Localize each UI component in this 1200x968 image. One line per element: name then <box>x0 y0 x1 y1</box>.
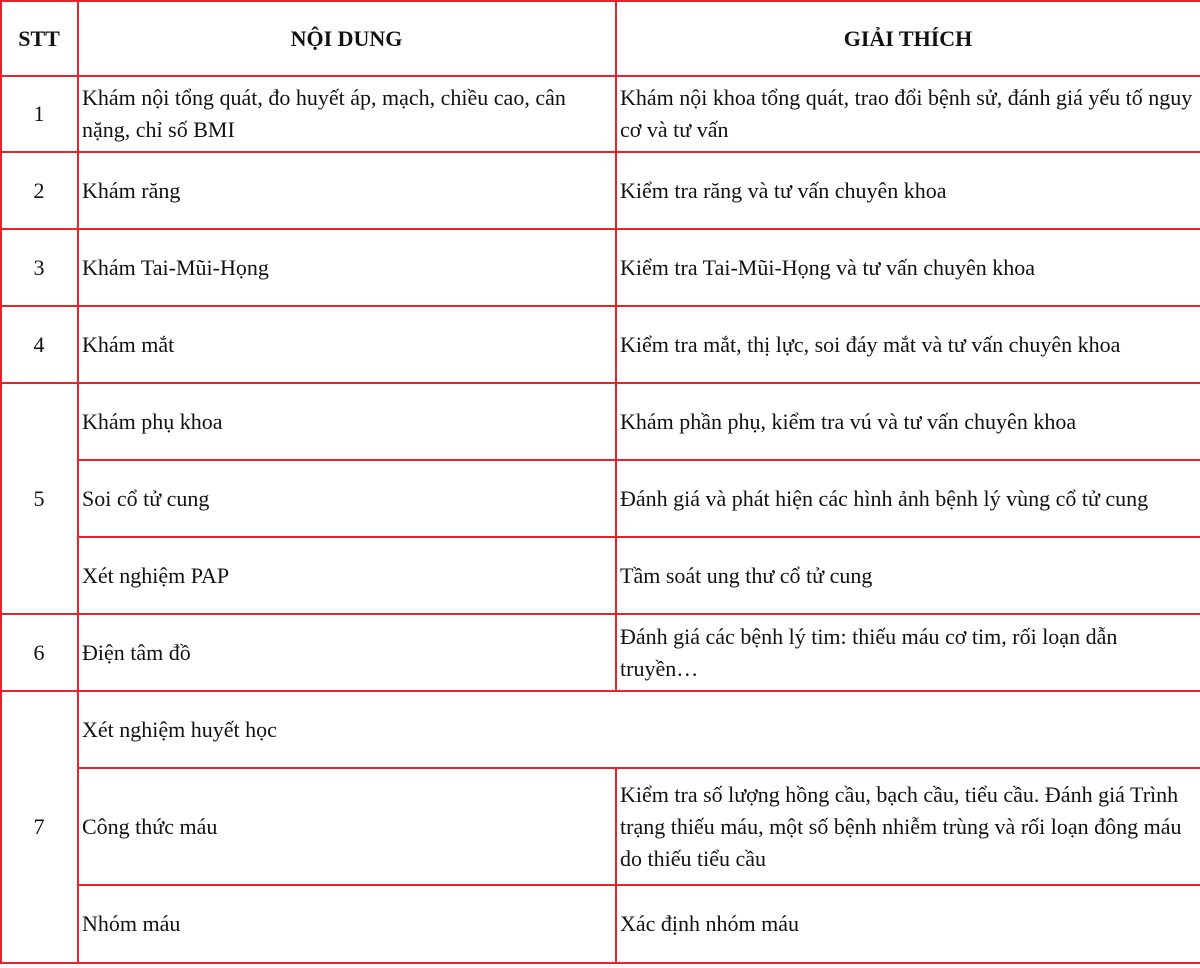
content-cell: Xét nghiệm PAP <box>78 537 616 614</box>
table-row <box>1 76 1200 152</box>
row-number: 7 <box>1 691 78 963</box>
row-number: 1 <box>1 76 78 152</box>
content-cell: Khám nội tổng quát, đo huyết áp, mạch, chiều cao, cân nặng, chỉ số BMI <box>78 76 616 152</box>
section-title: Xét nghiệm huyết học <box>78 691 1200 768</box>
content-cell: Soi cổ tử cung <box>78 460 616 537</box>
table-row <box>1 306 1200 383</box>
table-row <box>1 691 1200 768</box>
content-cell: Khám răng <box>78 152 616 229</box>
table-header-row <box>1 1 1200 76</box>
row-number: 6 <box>1 614 78 691</box>
table-row <box>1 537 1200 614</box>
table-row <box>1 768 1200 885</box>
explanation-cell: Kiểm tra Tai-Mũi-Họng và tư vấn chuyên khoa <box>616 229 1200 306</box>
table-row <box>1 460 1200 537</box>
explanation-cell: Kiểm tra răng và tư vấn chuyên khoa <box>616 152 1200 229</box>
table-row <box>1 885 1200 963</box>
explanation-cell: Đánh giá các bệnh lý tim: thiếu máu cơ tim, rối loạn dẫn truyền… <box>616 614 1200 691</box>
header-explanation: GIẢI THÍCH <box>616 1 1200 76</box>
row-number: 3 <box>1 229 78 306</box>
content-cell: Khám phụ khoa <box>78 383 616 460</box>
table-row <box>1 383 1200 460</box>
content-cell: Điện tâm đồ <box>78 614 616 691</box>
explanation-cell: Khám phần phụ, kiểm tra vú và tư vấn chuyên khoa <box>616 383 1200 460</box>
row-number: 4 <box>1 306 78 383</box>
content-cell: Công thức máu <box>78 768 616 885</box>
content-cell: Nhóm máu <box>78 885 616 963</box>
explanation-cell: Kiểm tra số lượng hồng cầu, bạch cầu, tiểu cầu. Đánh giá Trình trạng thiếu máu, một số bệnh nhiễm trùng và rối loạn đông máu do thiếu tiểu cầu <box>616 768 1200 885</box>
header-stt: STT <box>1 1 78 76</box>
explanation-cell: Đánh giá và phát hiện các hình ảnh bệnh lý vùng cổ tử cung <box>616 460 1200 537</box>
explanation-cell: Khám nội khoa tổng quát, trao đổi bệnh sử, đánh giá yếu tố nguy cơ và tư vấn <box>616 76 1200 152</box>
explanation-cell: Kiểm tra mắt, thị lực, soi đáy mắt và tư vấn chuyên khoa <box>616 306 1200 383</box>
row-number: 5 <box>1 383 78 614</box>
header-content: NỘI DUNG <box>78 1 616 76</box>
explanation-cell: Tầm soát ung thư cổ tử cung <box>616 537 1200 614</box>
row-number: 2 <box>1 152 78 229</box>
explanation-cell: Xác định nhóm máu <box>616 885 1200 963</box>
table-row <box>1 152 1200 229</box>
table-row <box>1 614 1200 691</box>
content-cell: Khám mắt <box>78 306 616 383</box>
content-cell: Khám Tai-Mũi-Họng <box>78 229 616 306</box>
table-row <box>1 229 1200 306</box>
